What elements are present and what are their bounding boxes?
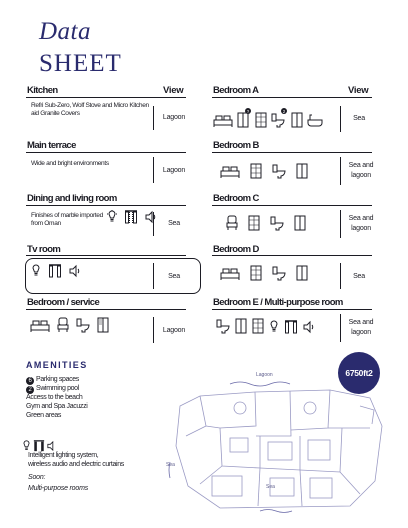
closet-grid-icon — [248, 215, 260, 231]
bedroom-d-icons — [220, 265, 308, 281]
bedroom-a-view-divider — [340, 106, 341, 132]
toilet-icon — [272, 163, 286, 179]
bedroom-service-view: Lagoon — [162, 327, 186, 334]
bedroom-d-view-divider — [340, 263, 341, 289]
bedroom-d-title: Bedroom D — [213, 244, 259, 255]
floor-plan — [160, 366, 392, 516]
bedroom-b-icons — [220, 163, 308, 179]
bedroom-e-title: Bedroom E / Multi-purpose room — [213, 297, 343, 308]
closet-icon — [294, 215, 306, 231]
main-terrace-view-divider — [153, 157, 154, 183]
soon-label: Soon: — [28, 474, 46, 481]
kitchen-title: Kitchen — [27, 85, 58, 96]
closet-grid-icon — [250, 163, 262, 179]
curtains-icon — [33, 440, 45, 452]
plan-label-sea-left: Sea — [166, 462, 175, 468]
bedroom-d-view: Sea — [353, 273, 365, 280]
kitchen-view-header: View — [163, 85, 184, 96]
area-badge: 6750ft2 — [338, 352, 380, 394]
kitchen-divider — [26, 97, 186, 98]
main-terrace-title: Main terrace — [27, 140, 76, 151]
smart-home-line2: wireless audio and electric curtains — [28, 461, 124, 468]
main-terrace-divider — [26, 152, 186, 153]
toilet-icon — [271, 108, 287, 128]
bed-icon — [220, 265, 240, 281]
toilet-icon — [76, 317, 90, 333]
bedroom-e-divider — [212, 309, 372, 310]
bed-icon — [30, 317, 50, 333]
floor-plan-drawing — [160, 366, 392, 516]
kitchen-description: Refri Sub-Zero, Wolf Stove and Micro Kitchen aid Granite Covers — [31, 102, 149, 118]
bedroom-a-divider — [212, 97, 372, 98]
bedroom-c-title: Bedroom C — [213, 193, 259, 204]
bedroom-c-view-line2: lagoon — [351, 224, 371, 232]
bedroom-c-view-line1: Sea and — [348, 215, 374, 222]
tv-room-view-divider — [153, 263, 154, 289]
amenity-count-badge: 6 — [26, 377, 34, 385]
amenity-pool — [26, 385, 79, 394]
bed-icon — [213, 112, 233, 128]
closet-grid-icon — [250, 265, 262, 281]
dining-living-title: Dining and living room — [27, 193, 117, 204]
bedroom-b-view-line1: Sea and — [348, 162, 374, 169]
svg-text:2: 2 — [246, 108, 250, 114]
bed-icon — [220, 163, 240, 179]
bedroom-a-view: Sea — [353, 115, 365, 122]
bedroom-b-view-divider — [340, 157, 341, 185]
closet-icon — [291, 112, 303, 128]
bedroom-service-icons — [30, 317, 109, 333]
amenity-parking-text: Parking spaces — [36, 376, 79, 383]
bedroom-service-title: Bedroom / service — [27, 297, 100, 308]
amenities-title: AMENITIES — [26, 360, 88, 370]
light-bulb-icon — [107, 210, 117, 224]
tv-room-view: Sea — [168, 273, 180, 280]
main-terrace-description: Wide and bright environments — [31, 160, 109, 167]
kitchen-view-divider — [153, 106, 154, 130]
closet-icon — [235, 318, 247, 334]
closet-grid-icon — [255, 112, 267, 128]
curtains-icon — [48, 264, 62, 278]
bathtub-icon — [307, 112, 323, 128]
bedroom-e-view-divider — [340, 314, 341, 342]
bedroom-b-divider — [212, 152, 372, 153]
bedroom-e-icons — [216, 318, 315, 334]
speaker-icon — [47, 440, 57, 452]
bedroom-c-divider — [212, 205, 372, 206]
amenity-pool-text: Swimming pool — [36, 385, 79, 392]
tv-room-icons — [31, 264, 81, 278]
light-bulb-icon — [22, 440, 31, 452]
bedroom-b-view-line2: lagoon — [351, 171, 371, 179]
amenity-parking — [26, 376, 79, 385]
plan-label-sea-bottom: Sea — [266, 484, 275, 490]
chair-icon — [57, 317, 69, 333]
bedroom-b-title: Bedroom B — [213, 140, 259, 151]
smart-home-line1: Intelligent lighting system, — [28, 452, 99, 459]
bedroom-e-view-line1: Sea and — [348, 319, 374, 326]
toilet-icon — [272, 265, 286, 281]
chair-icon — [226, 215, 238, 231]
amenity-beach: Access to the beach — [26, 394, 83, 401]
dining-icons — [107, 210, 157, 224]
closet-icon — [296, 265, 308, 281]
main-terrace-view: Lagoon — [162, 167, 186, 174]
curtains-icon — [284, 320, 298, 334]
title-data: Data — [39, 18, 91, 45]
dining-living-description: Finishes of marble imported from Oman — [31, 212, 103, 228]
bedroom-d-divider — [212, 255, 372, 256]
bedroom-service-view-divider — [153, 317, 154, 343]
closet-icon — [237, 108, 251, 128]
bedroom-c-icons — [226, 215, 306, 231]
bedroom-c-view — [342, 214, 380, 233]
bedroom-e-view — [342, 318, 380, 337]
light-bulb-icon — [269, 320, 279, 334]
amenity-count-badge: 2 — [26, 386, 34, 394]
bedroom-c-view-divider — [340, 210, 341, 238]
toilet-icon — [216, 318, 230, 334]
dining-view-divider — [153, 212, 154, 236]
dining-living-divider — [26, 205, 186, 206]
bedroom-a-title: Bedroom A — [213, 85, 259, 96]
kitchen-view: Lagoon — [162, 114, 186, 121]
closet-icon — [296, 163, 308, 179]
soon-item: Multi-purpose rooms — [28, 485, 88, 492]
bedroom-a-icons — [213, 108, 323, 128]
toilet-icon — [270, 215, 284, 231]
dining-living-view: Sea — [168, 220, 180, 227]
closet-icon — [97, 317, 109, 333]
amenity-gym: Gym and Spa Jacuzzi — [26, 403, 88, 410]
bedroom-service-divider — [26, 309, 186, 310]
tv-room-title: Tv room — [27, 244, 61, 255]
smart-home-icons — [22, 440, 57, 452]
bedroom-b-view — [342, 161, 380, 180]
title-sheet: SHEET — [39, 50, 122, 77]
amenity-green: Green areas — [26, 412, 62, 419]
plan-label-lagoon: Lagoon — [256, 372, 273, 378]
light-bulb-icon — [31, 264, 41, 278]
bedroom-a-view-header: View — [348, 85, 369, 96]
speaker-icon — [69, 264, 81, 278]
closet-grid-icon — [252, 318, 264, 334]
svg-text:2: 2 — [282, 108, 286, 114]
speaker-icon — [303, 320, 315, 334]
tv-room-divider — [26, 255, 186, 256]
curtains-icon — [124, 210, 138, 224]
bedroom-e-view-line2: lagoon — [351, 328, 371, 336]
